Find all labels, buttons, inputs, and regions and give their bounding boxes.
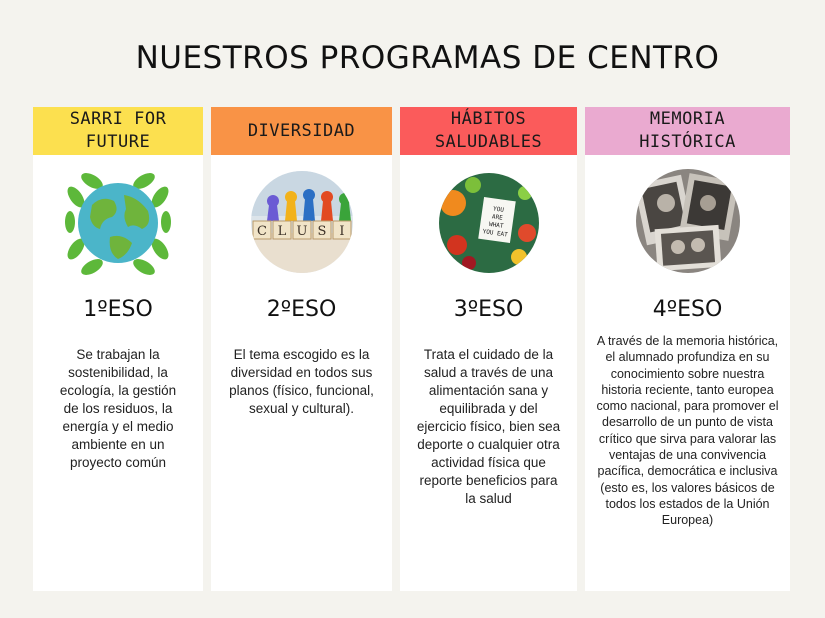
block-letter: I bbox=[338, 224, 345, 239]
grade-label: 4ºESO bbox=[652, 297, 723, 322]
program-description: El tema escogido es la diversidad en todos sus planos (físico, funcional, sexual y cultural). bbox=[229, 347, 374, 416]
note-text: YOU bbox=[492, 205, 504, 214]
healthy-food-icon bbox=[439, 173, 539, 273]
block-letter: L bbox=[277, 224, 286, 239]
card-header-line1: HÁBITOS bbox=[450, 109, 527, 129]
block-letter: S bbox=[317, 224, 326, 239]
block-letter: C bbox=[256, 224, 267, 239]
program-card-diversidad bbox=[211, 107, 392, 591]
note-text: WHAT bbox=[488, 220, 504, 230]
page-title: NUESTROS PROGRAMAS DE CENTRO bbox=[135, 40, 720, 76]
block-letter: U bbox=[296, 224, 307, 239]
program-card-habitos-saludables bbox=[400, 107, 577, 591]
grade-label: 2ºESO bbox=[266, 297, 337, 322]
note-text: ARE bbox=[490, 213, 503, 222]
card-header-line2: HISTÓRICA bbox=[639, 132, 736, 152]
card-header-line1: SARRI FOR bbox=[69, 109, 167, 129]
card-header bbox=[33, 107, 203, 155]
program-card-sarri-for-future bbox=[33, 107, 203, 591]
old-photographs-icon bbox=[636, 169, 740, 273]
card-header bbox=[400, 107, 577, 155]
card-header bbox=[211, 107, 392, 155]
card-header-line1: DIVERSIDAD bbox=[247, 120, 356, 141]
program-description: A través de la memoria histórica, el alumnado profundiza en su conocimiento sobre nuestra historia reciente, tanto europea como nacional, para promover el desarrollo de un punto de vista crítico que sirva para valorar las ventajas de una convivencia pacífica, democrática e inclusiva (esto es, los valores básicos de todos los estados de la Unión Europea) bbox=[596, 334, 779, 528]
note-text: YOU EAT bbox=[481, 228, 508, 239]
grade-label: 1ºESO bbox=[83, 297, 153, 322]
card-header-line2: SALUDABLES bbox=[434, 132, 543, 152]
earth-with-leaves-icon bbox=[62, 167, 174, 279]
program-description: Se trabajan la sostenibilidad, la ecología, la gestión de los residuos, la energía y el medio ambiente en un proyecto común bbox=[59, 347, 177, 470]
grade-label: 3ºESO bbox=[453, 297, 524, 322]
program-card-memoria-historica bbox=[585, 107, 790, 591]
card-header-line2: FUTURE bbox=[85, 132, 151, 152]
card-header bbox=[585, 107, 790, 155]
program-description: Trata el cuidado de la salud a través de una alimentación sana y equilibrada y del ejercicio físico, bien sea deporte o cualquier otra actividad física que reporte beneficios para la salud bbox=[416, 347, 561, 506]
card-header-line1: MEMORIA bbox=[649, 109, 726, 129]
inclusion-blocks-icon bbox=[251, 171, 353, 273]
